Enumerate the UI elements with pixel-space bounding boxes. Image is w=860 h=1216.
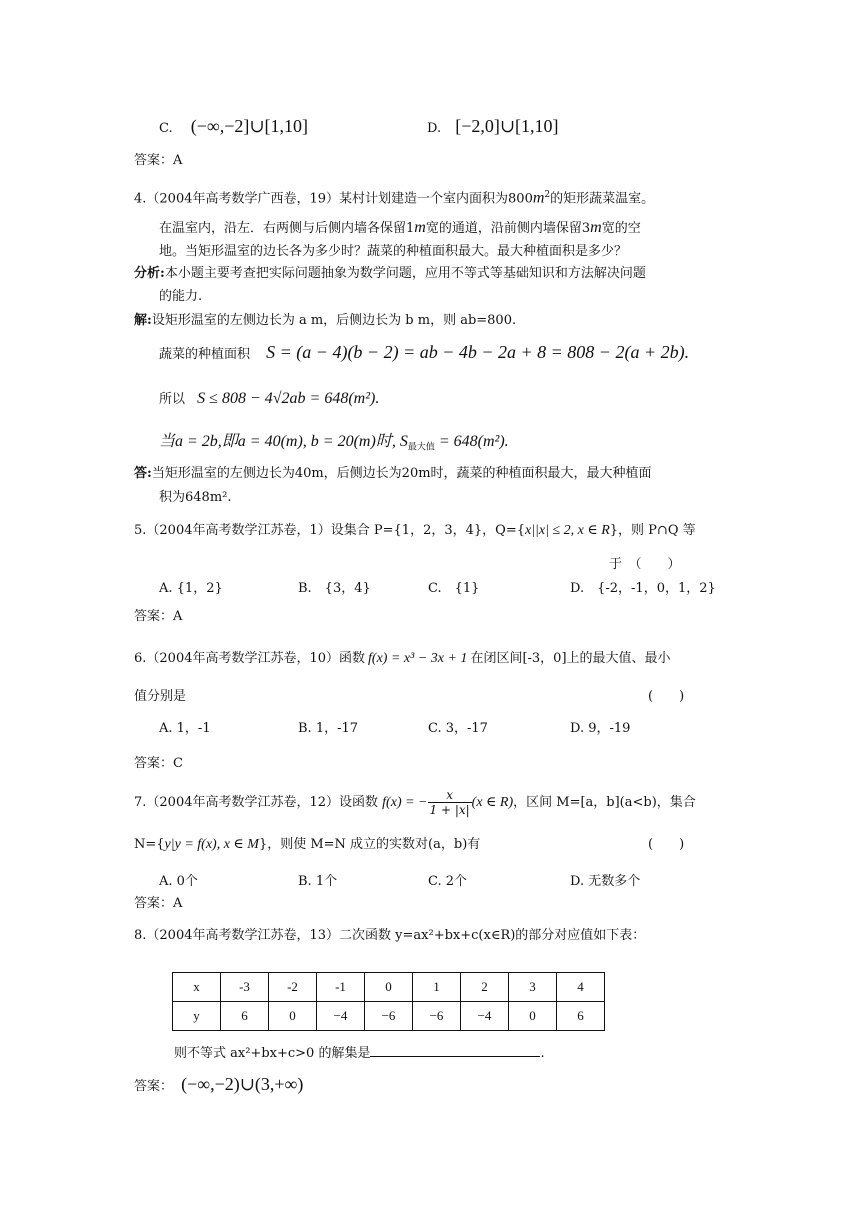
table-cell: 0 bbox=[269, 1002, 317, 1031]
q4-solution: 解:设矩形温室的左侧边长为 a m，后侧边长为 b m，则 ab=800. bbox=[134, 313, 517, 328]
q5-line-1: 5.（2004年高考数学江苏卷，1）设集合 P={1，2，3，4}，Q={x||x| ≤ 2, x ∈ R}，则 P∩Q 等 bbox=[134, 523, 696, 538]
table-cell: y bbox=[173, 1002, 221, 1031]
q6-option-a: A. 1，-1 bbox=[159, 721, 211, 736]
table-cell: -1 bbox=[317, 973, 365, 1002]
q4-line-1: 4.（2004年高考数学广西卷，19）某村计划建造一个室内面积为$800m^2$的矩形蔬菜温室。 bbox=[134, 189, 655, 207]
q4-line-3: 地。当矩形温室的边长各为多少时？蔬菜的种植面积最大。最大种植面积是多少？ bbox=[159, 244, 628, 259]
q4-line-2: 在温室内，沿左．右两侧与后侧内墙各保留1m宽的通道，沿前侧内墙保留3m宽的空 bbox=[159, 219, 641, 236]
q4-so: 所以 S ≤ 808 − 4√2ab = 648(m²). bbox=[159, 390, 380, 407]
q4-analysis: 分析:本小题主要考查把实际问题抽象为数学问题，应用不等式等基础知识和方法解决问题 bbox=[134, 266, 646, 281]
q4-answer: 答:当矩形温室的左侧边长为40m，后侧边长为20m时，蔬菜的种植面积最大，最大种植面 bbox=[134, 466, 652, 481]
q6-line-1: 6.（2004年高考数学江苏卷，10）函数 f(x) = x³ − 3x + 1 在闭区间[-3，0]上的最大值、最小 bbox=[134, 651, 671, 666]
q8-value-table bbox=[172, 972, 605, 1031]
q5-option-b: B. {3，4} bbox=[298, 581, 371, 596]
q7-option-d: D. 无数多个 bbox=[570, 874, 641, 889]
answer-blank bbox=[370, 1044, 540, 1057]
table-cell: -2 bbox=[269, 973, 317, 1002]
table-cell: 4 bbox=[557, 973, 605, 1002]
table-cell: 0 bbox=[509, 1002, 557, 1031]
q7-paren: ( ) bbox=[648, 837, 685, 852]
q3-option-c: C. (−∞,−2]∪[1,10] bbox=[159, 116, 308, 136]
q4-when: 当a = 2b,即a = 40(m), b = 20(m)时, $S_{最大值} = 648(m^2)$. bbox=[159, 433, 509, 453]
table-row bbox=[173, 1002, 605, 1031]
q7-option-a: A. 0个 bbox=[159, 874, 198, 889]
table-row bbox=[173, 973, 605, 1002]
table-cell: −6 bbox=[413, 1002, 461, 1031]
q4-planting-area: 蔬菜的种植面积 S = (a − 4)(b − 2) = ab − 4b − 2a + 8 = 808 − 2(a + 2b). bbox=[159, 342, 690, 362]
q5-answer: 答案：A bbox=[134, 609, 183, 624]
q6-answer: 答案：C bbox=[134, 756, 183, 771]
q6-line-2: 值分别是 bbox=[134, 689, 187, 704]
table-cell: 1 bbox=[413, 973, 461, 1002]
table-cell: 6 bbox=[221, 1002, 269, 1031]
q8-inequality: 则不等式 ax²+bx+c>0 的解集是 . bbox=[174, 1046, 545, 1061]
q7-line-2: N={y|y = f(x), x ∈ M}，则使 M=N 成立的实数对(a，b)有 bbox=[134, 837, 481, 852]
table-cell: -3 bbox=[221, 973, 269, 1002]
q4-answer-2: 积为648m². bbox=[159, 490, 232, 505]
q7-option-b: B. 1个 bbox=[298, 874, 338, 889]
q3-option-d: D. [−2,0]∪[1,10] bbox=[427, 116, 559, 136]
q7-option-c: C. 2个 bbox=[428, 874, 468, 889]
q7-line-1: 7.（2004年高考数学江苏卷，12）设函数 f(x) = − $\frac{x}{1 + |x|}$ (x ∈ R)，区间 M=[a，b](a<b)，集合 bbox=[134, 788, 696, 817]
q7-answer: 答案：A bbox=[134, 896, 183, 911]
q8-line-1: 8.（2004年高考数学江苏卷，13）二次函数 y=ax²+bx+c(x∈R)的部分对应值如下表： bbox=[134, 928, 646, 943]
q7-fraction: $\frac{x}{1 + |x|}$ bbox=[429, 788, 470, 817]
q6-option-b: B. 1，-17 bbox=[298, 721, 359, 736]
table-cell: 0 bbox=[365, 973, 413, 1002]
table-cell: 2 bbox=[461, 973, 509, 1002]
q5-option-c: C. {1} bbox=[428, 581, 480, 596]
table-cell: x bbox=[173, 973, 221, 1002]
q5-option-d: D. {-2，-1，0，1，2} bbox=[570, 581, 716, 596]
q3-answer: 答案：A bbox=[134, 153, 183, 168]
table-cell: −6 bbox=[365, 1002, 413, 1031]
q6-paren: ( ) bbox=[648, 689, 685, 704]
table-cell: −4 bbox=[461, 1002, 509, 1031]
q5-option-a: A. {1，2} bbox=[159, 581, 223, 596]
table-cell: 3 bbox=[509, 973, 557, 1002]
table-cell: −4 bbox=[317, 1002, 365, 1031]
q5-paren: 于 （ ） bbox=[609, 557, 681, 572]
q6-option-d: D. 9，-19 bbox=[570, 721, 631, 736]
q4-analysis-2: 的能力. bbox=[159, 289, 203, 304]
q6-option-c: C. 3，-17 bbox=[428, 721, 488, 736]
table-cell: 6 bbox=[557, 1002, 605, 1031]
q8-answer: 答案： (−∞,−2)∪(3,+∞) bbox=[134, 1074, 304, 1094]
